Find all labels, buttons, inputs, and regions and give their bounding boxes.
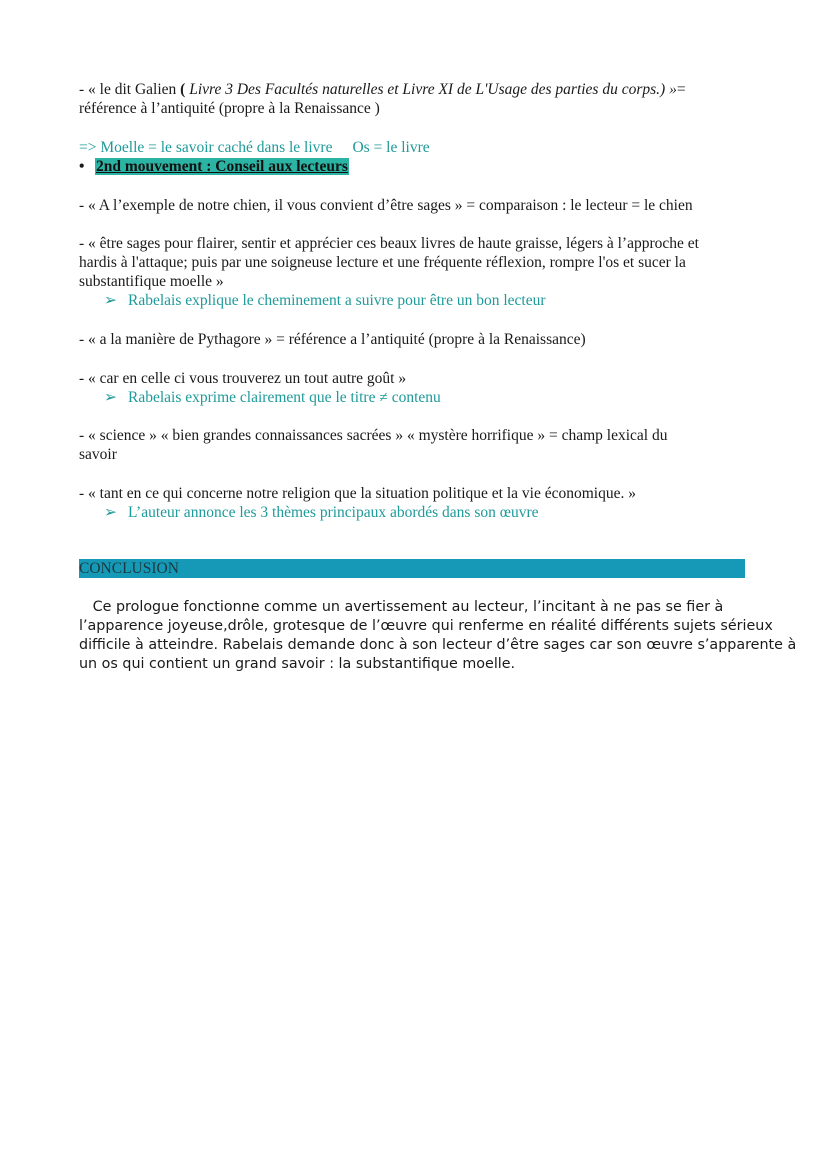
arrow-note-cheminement: ➢ Rabelais explique le cheminement a suivre pour être un bon lecteur [104, 292, 546, 309]
arrow-note-themes: ➢ L’auteur annonce les 3 thèmes principaux abordés dans son œuvre [104, 504, 539, 521]
conclusion-heading: CONCLUSION [79, 559, 745, 578]
arrow-bullet-icon: ➢ [104, 504, 117, 521]
line-etre-sages-3: substantifique moelle » [79, 273, 224, 290]
line-etre-sages-1: - « être sages pour flairer, sentir et apprécier ces beaux livres de haute graisse, légers à l’approche et [79, 235, 699, 252]
section-heading-2nd-mouvement: • 2nd mouvement : Conseil aux lecteurs [79, 158, 348, 175]
line-galien: - « le dit Galien ( Livre 3 Des Facultés naturelles et Livre XI de L'Usage des parties du corps.) »= [79, 81, 686, 98]
line-champ-lexical-2: savoir [79, 446, 117, 463]
conclusion-line-1: Ce prologue fonctionne comme un avertissement au lecteur, l’incitant à ne pas se fier à [79, 599, 724, 615]
line-exemple-chien: - « A l’exemple de notre chien, il vous convient d’être sages » = comparaison : le lecteur = le chien [79, 197, 693, 214]
bullet-icon: • [79, 158, 85, 175]
conclusion-line-3: difficile à atteindre. Rabelais demande donc à son lecteur d’être sages car son œuvre s’apparente à [79, 637, 797, 653]
line-autre-gout: - « car en celle ci vous trouverez un tout autre goût » [79, 370, 407, 387]
line-champ-lexical-1: - « science » « bien grandes connaissances sacrées » « mystère horrifique » = champ lexical du [79, 427, 668, 444]
line-religion-politique: - « tant en ce qui concerne notre religion que la situation politique et la vie économique. » [79, 485, 636, 502]
line-moelle-os: => Moelle = le savoir caché dans le livre Os = le livre [79, 139, 430, 156]
line-etre-sages-2: hardis à l'attaque; puis par une soigneuse lecture et une fréquente réflexion, rompre l'os et sucer la [79, 254, 686, 271]
conclusion-line-4: un os qui contient un grand savoir : la substantifique moelle. [79, 656, 516, 672]
conclusion-line-2: l’apparence joyeuse,drôle, grotesque de l’œuvre qui renferme en réalité différents sujets sérieux [79, 618, 773, 634]
line-pythagore: - « a la manière de Pythagore » = référence a l’antiquité (propre à la Renaissance) [79, 331, 586, 348]
line-reference-antiquite: référence à l’antiquité (propre à la Renaissance ) [79, 100, 380, 117]
arrow-bullet-icon: ➢ [104, 292, 117, 309]
arrow-bullet-icon: ➢ [104, 389, 117, 406]
arrow-note-titre-contenu: ➢ Rabelais exprime clairement que le titre ≠ contenu [104, 389, 441, 406]
